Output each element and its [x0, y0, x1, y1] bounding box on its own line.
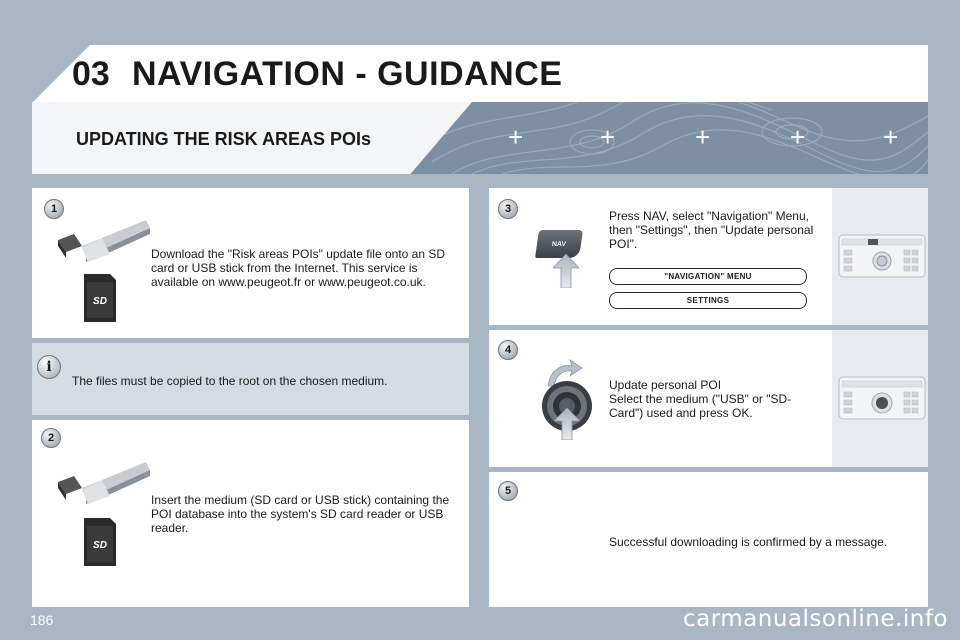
svg-text:SD: SD — [93, 296, 107, 307]
arrow-up-icon — [553, 254, 579, 288]
info-panel — [32, 343, 469, 415]
chapter-title: NAVIGATION - GUIDANCE — [132, 55, 563, 93]
step-1-panel — [32, 188, 469, 338]
sd-card-icon — [80, 516, 120, 568]
step-2-badge: 2 — [41, 428, 61, 448]
svg-text:SD: SD — [93, 540, 107, 551]
step-4-text: Select the medium ("USB" or "SD-Card") used and press OK. — [609, 392, 792, 420]
radio-unit-illustration — [838, 376, 926, 420]
plus-icon: + — [695, 122, 711, 152]
step-5-badge: 5 — [498, 481, 518, 501]
info-text: The files must be copied to the root on the chosen medium. — [72, 374, 388, 388]
radio-unit-illustration — [838, 234, 926, 278]
usb-stick-icon — [52, 460, 162, 510]
plus-icon: + — [600, 122, 616, 152]
plus-icon: + — [883, 122, 899, 152]
page-number: 186 — [30, 612, 54, 628]
plus-icon: + — [508, 122, 524, 152]
step-4-panel — [489, 330, 928, 467]
section-title: UPDATING THE RISK AREAS POIs — [76, 129, 372, 149]
radio-unit-area — [832, 330, 928, 467]
menu-pill-navigation: "NAVIGATION" MENU — [609, 268, 807, 285]
menu-pill-settings: SETTINGS — [609, 292, 807, 309]
step-3-text: Press NAV, select "Navigation" Menu, then "Settings", then "Update personal POI". — [609, 209, 814, 251]
step-5-panel — [489, 472, 928, 607]
step-4-badge: 4 — [498, 340, 518, 360]
step-1-text: Download the "Risk areas POIs" update file onto an SD card or USB stick from the Internet. This service is available on www.peugeot.fr or www.peugeot.co.uk. — [151, 247, 446, 289]
info-icon: i — [37, 355, 61, 379]
step-1-badge: 1 — [44, 199, 64, 219]
step-3-panel — [489, 188, 928, 325]
watermark: carmanualsonline.info — [682, 606, 948, 632]
step-5-text: Successful downloading is confirmed by a message. — [609, 535, 888, 549]
usb-stick-icon — [52, 218, 162, 268]
step-3-badge: 3 — [498, 199, 518, 219]
sd-card-icon — [80, 272, 120, 324]
chapter-number: 03 — [72, 55, 110, 93]
plus-icon: + — [790, 122, 806, 152]
radio-unit-area — [832, 188, 928, 325]
step-2-text: Insert the medium (SD card or USB stick) containing the POI database into the system's SD card reader or USB reader. — [151, 493, 450, 535]
step-4-text-title: Update personal POI — [609, 378, 722, 392]
press-arrow-icon — [554, 408, 580, 440]
step-2-panel — [32, 420, 469, 607]
nav-button: NAV — [535, 230, 583, 258]
